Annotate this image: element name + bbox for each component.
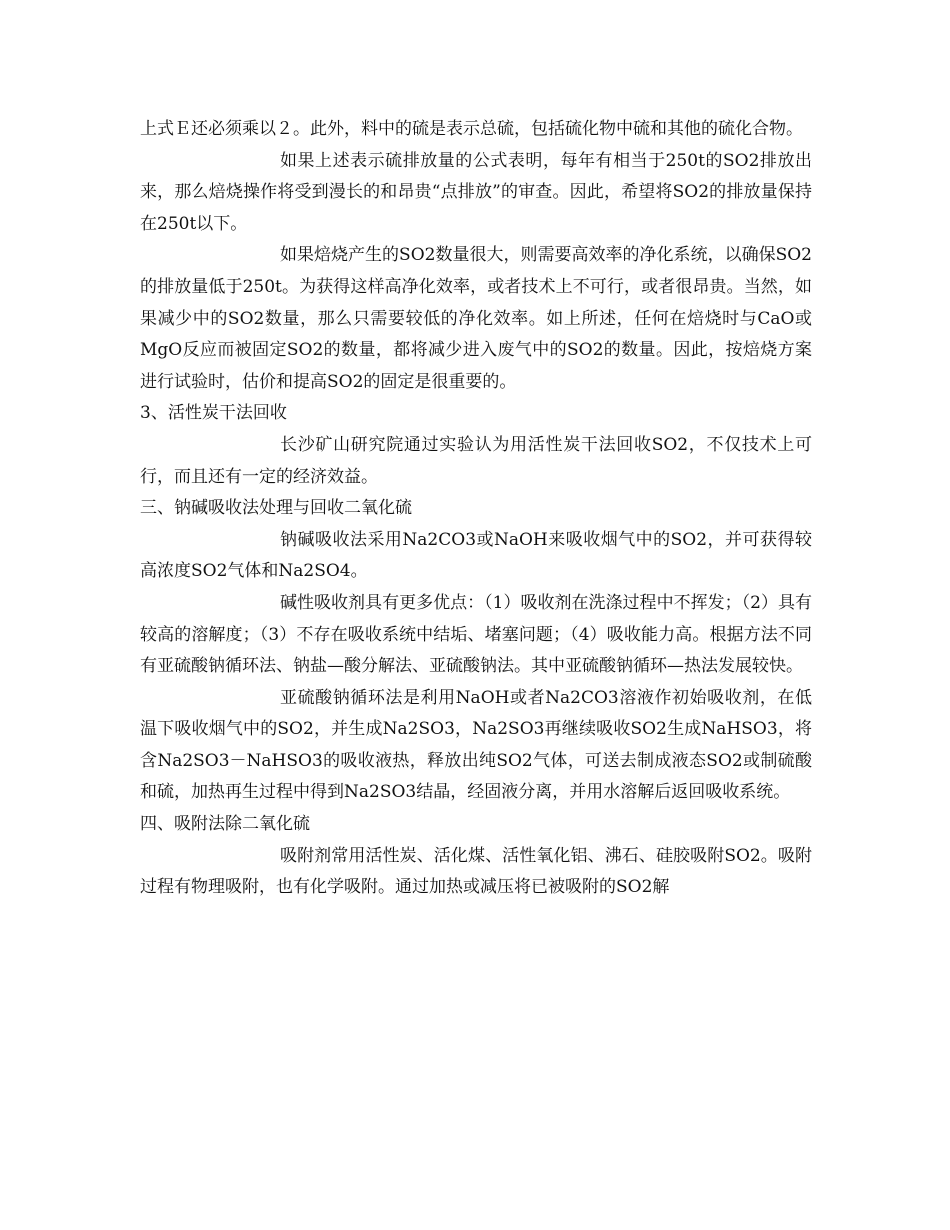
section-heading-adsorption: 四、吸附法除二氧化硫 <box>140 814 310 835</box>
document-body <box>140 114 812 904</box>
paragraph-sodium-alkali-method: 钠碱吸收法采用Na2CO3或NaOH来吸收烟气中的SO2，并可获得较高浓度SO2气体和Na2SO4。 <box>140 529 812 582</box>
section-heading-activated-carbon: 3、活性炭干法回收 <box>140 403 287 424</box>
paragraph-alkaline-advantages: 碱性吸收剂具有更多优点：（1）吸收剂在洗涤过程中不挥发；（2）具有较高的溶解度；（3）不存在吸收系统中结垢、堵塞问题；（4）吸收能力高。根据方法不同有亚硫酸钠循环法、钠盐—酸分解法、亚硫酸钠法。其中亚硫酸钠循环—热法发展较快。 <box>140 592 812 677</box>
paragraph-activated-carbon: 长沙矿山研究院通过实验认为用活性炭干法回收SO2，不仅技术上可行，而且还有一定的经济效益。 <box>140 434 812 487</box>
paragraph-emission-formula: 如果上述表示硫排放量的公式表明，每年有相当于250t的SO2排放出来，那么焙烧操作将受到漫长的和昂贵“点排放”的审查。因此，希望将SO2的排放量保持在250t以下。 <box>140 150 812 234</box>
paragraph-purification-system: 如果焙烧产生的SO2数量很大，则需要高效率的净化系统，以确保SO2的排放量低于250t。为获得这样高净化效率，或者技术上不可行，或者很昂贵。当然，如果减少中的SO2数量，那么只需要较低的净化效率。如上所述，任何在焙烧时与CaO或MgO反应而被固定SO2的数量，都将减少进入废气中的SO2的数量。因此，按焙烧方案进行试验时，估价和提高SO2的固定是很重要的。 <box>140 245 812 392</box>
paragraph-sodium-sulfite-cycle: 亚硫酸钠循环法是利用NaOH或者Na2CO3溶液作初始吸收剂，在低温下吸收烟气中的SO2，并生成Na2SO3，Na2SO3再继续吸收SO2生成NaHSO3，将含Na2SO3－NaHSO3的吸收液热，释放出纯SO2气体，可送去制成液态SO2或制硫酸和硫，加热再生过程中得到Na2SO3结晶，经固液分离，并用水溶解后返回吸收系统。 <box>140 687 812 803</box>
paragraph-adsorption-method: 吸附剂常用活性炭、活化煤、活性氧化铝、沸石、硅胶吸附SO2。吸附过程有物理吸附，也有化学吸附。通过加热或减压将已被吸附的SO2解 <box>140 845 812 898</box>
paragraph-formula-note: 上式Ｅ还必须乘以２。此外，料中的硫是表示总硫，包括硫化物中硫和其他的硫化合物。 <box>140 119 803 139</box>
section-heading-sodium-alkali: 三、钠碱吸收法处理与回收二氧化硫 <box>140 498 412 519</box>
